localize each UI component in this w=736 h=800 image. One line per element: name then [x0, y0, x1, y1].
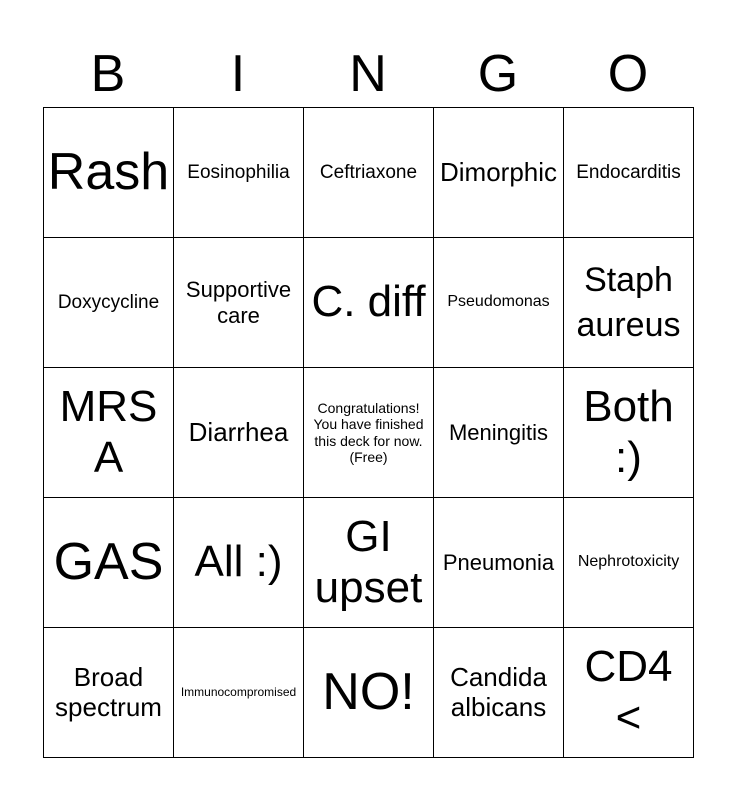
bingo-cell[interactable]: Pneumonia	[434, 498, 564, 628]
bingo-cell[interactable]: Ceftriaxone	[304, 108, 434, 238]
bingo-cell[interactable]: GAS	[44, 498, 174, 628]
bingo-cell[interactable]: C. diff	[304, 238, 434, 368]
board-row	[44, 238, 694, 368]
board-row	[44, 368, 694, 498]
bingo-cell[interactable]: Both :)	[564, 368, 694, 498]
bingo-cell[interactable]: MRSA	[44, 368, 174, 498]
bingo-cell[interactable]: Eosinophilia	[174, 108, 304, 238]
bingo-cell[interactable]: Doxycycline	[44, 238, 174, 368]
board-row	[44, 108, 694, 238]
bingo-cell[interactable]: CD4 <	[564, 628, 694, 758]
free-space-cell[interactable]: Congratulations! You have finished this deck for now. (Free)	[304, 368, 434, 498]
header-letter-g: G	[477, 45, 519, 103]
bingo-cell[interactable]: Candida albicans	[434, 628, 564, 758]
board-row	[44, 498, 694, 628]
bingo-cell[interactable]: NO!	[304, 628, 434, 758]
bingo-board	[43, 107, 694, 758]
bingo-cell[interactable]: Dimorphic	[434, 108, 564, 238]
bingo-cell[interactable]: Endocarditis	[564, 108, 694, 238]
bingo-cell[interactable]: Broad spectrum	[44, 628, 174, 758]
header-letter-n: N	[349, 45, 387, 103]
board-row	[44, 628, 694, 758]
bingo-cell[interactable]: Nephrotoxicity	[564, 498, 694, 628]
header-letter-o: O	[607, 45, 649, 103]
header-letter-i: I	[230, 45, 246, 103]
bingo-cell[interactable]: Rash	[44, 108, 174, 238]
header-letter-b: B	[90, 45, 126, 103]
bingo-cell[interactable]: Diarrhea	[174, 368, 304, 498]
bingo-cell[interactable]: Immunocompromised	[174, 628, 304, 758]
bingo-cell[interactable]: Pseudomonas	[434, 238, 564, 368]
bingo-cell[interactable]: All :)	[174, 498, 304, 628]
bingo-cell[interactable]: Staph aureus	[564, 238, 694, 368]
bingo-cell[interactable]: Meningitis	[434, 368, 564, 498]
bingo-header	[43, 40, 693, 108]
bingo-cell[interactable]: Supportive care	[174, 238, 304, 368]
bingo-cell[interactable]: GI upset	[304, 498, 434, 628]
